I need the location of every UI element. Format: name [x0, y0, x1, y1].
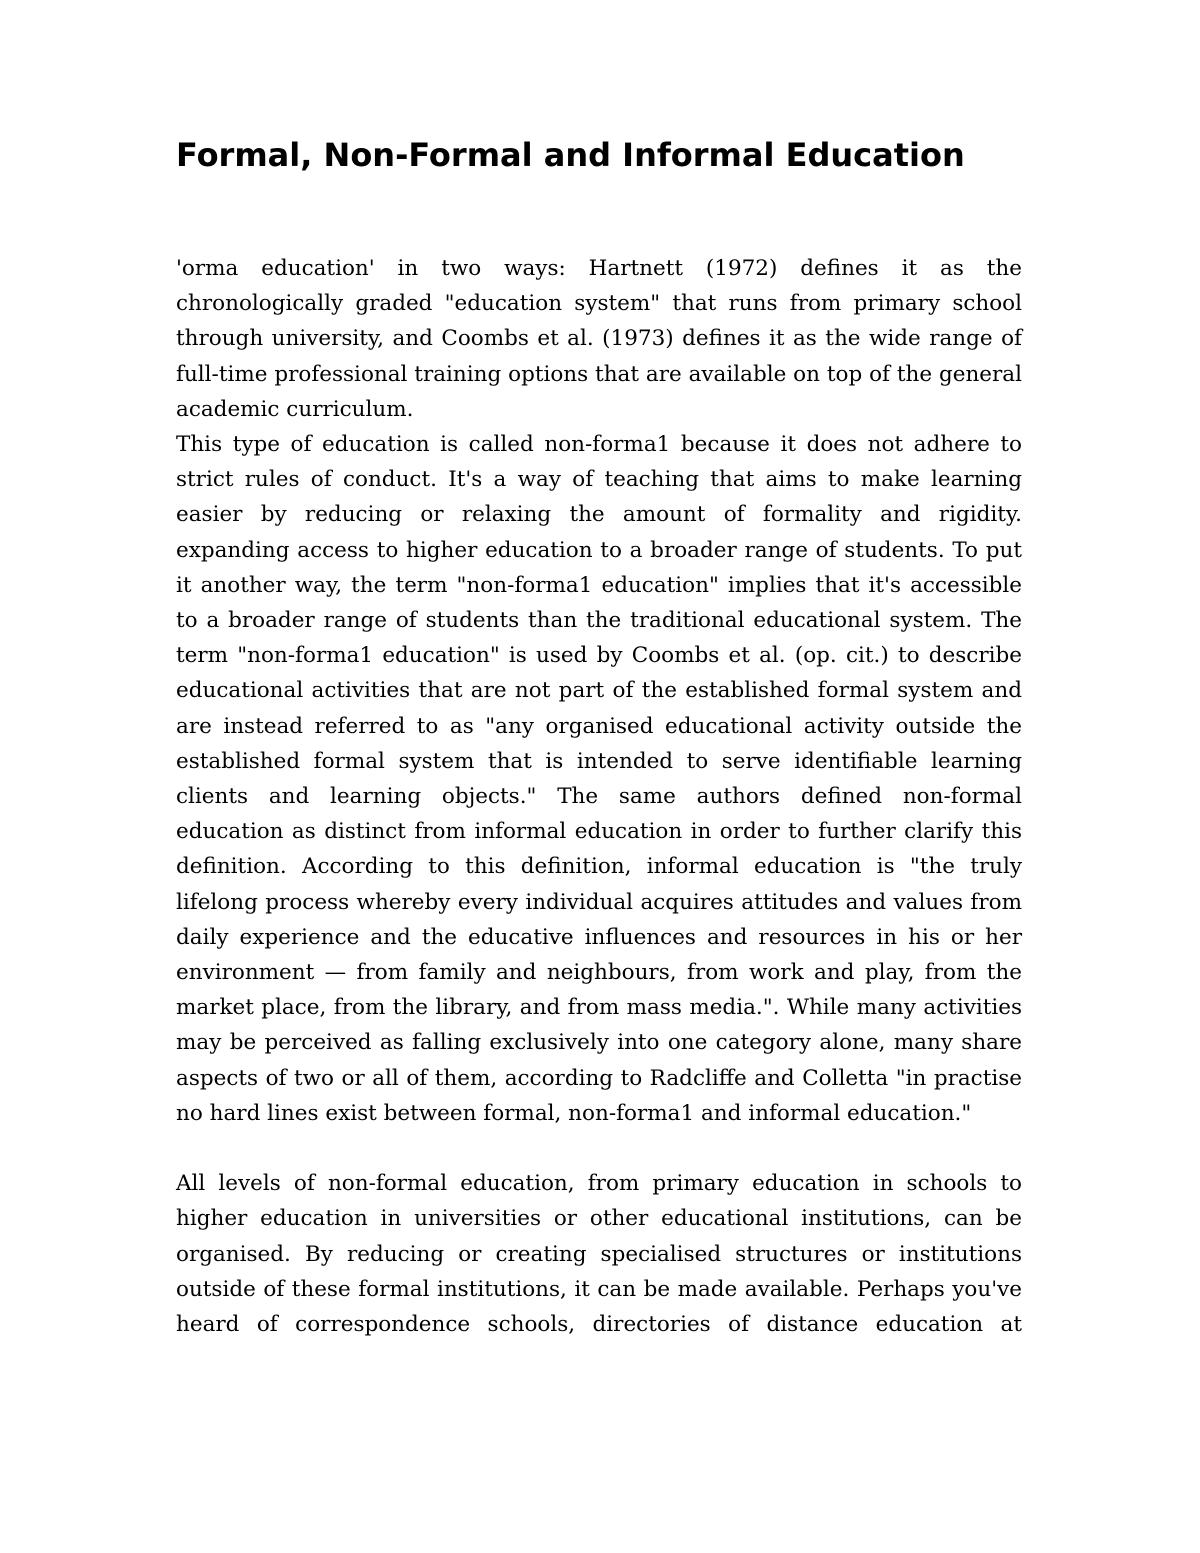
paragraph-3: All levels of non-formal education, from primary education in schools to higher education in universities or other educational institutions, can be organised. By reducing or creating specialised structures or institutions outside of these formal institutions, it can be made available. Perhaps you've heard of correspondence schools, directories of distance education at: [176, 1171, 1022, 1338]
paragraph-1: 'orma education' in two ways: Hartnett (1972) defines it as the chronologically graded "education system" that runs from primary school through university, and Coombs et al. (1973) defines it as the wide range of full-time professional training options that are available on top of the general academic curriculum.: [176, 256, 1022, 422]
paragraph-2: This type of education is called non-forma1 because it does not adhere to strict rules of conduct. It's a way of teaching that aims to make learning easier by reducing or relaxing the amount of formality and rigidity. expanding access to higher education to a broader range of students. To put it another way, the term "non-forma1 education" implies that it's accessible to a broader range of students than the traditional educational system. The term "non-forma1 education" is used by Coombs et al. (op. cit.) to describe educational activities that are not part of the established formal system and are instead referred to as "any organised educational activity outside the established formal system that is intended to serve identifiable learning clients and learning objects." The same authors defined non-formal education as distinct from informal education in order to further clarify this definition. According to this definition, informal education is "the truly lifelong process whereby every individual acquires attitudes and values from daily experience and the educative influences and resources in his or her environment — from family and neighbours, from work and play, from the market place, from the library, and from mass media.". While many activities may be perceived as falling exclusively into one category alone, many share aspects of two or all of them, according to Radcliffe and Colletta "in practise no hard lines exist between formal, non-forma1 and informal education.": [176, 432, 1022, 1126]
document-title: Formal, Non-Formal and Informal Education: [176, 136, 965, 174]
document-page: [176, 138, 1022, 1342]
